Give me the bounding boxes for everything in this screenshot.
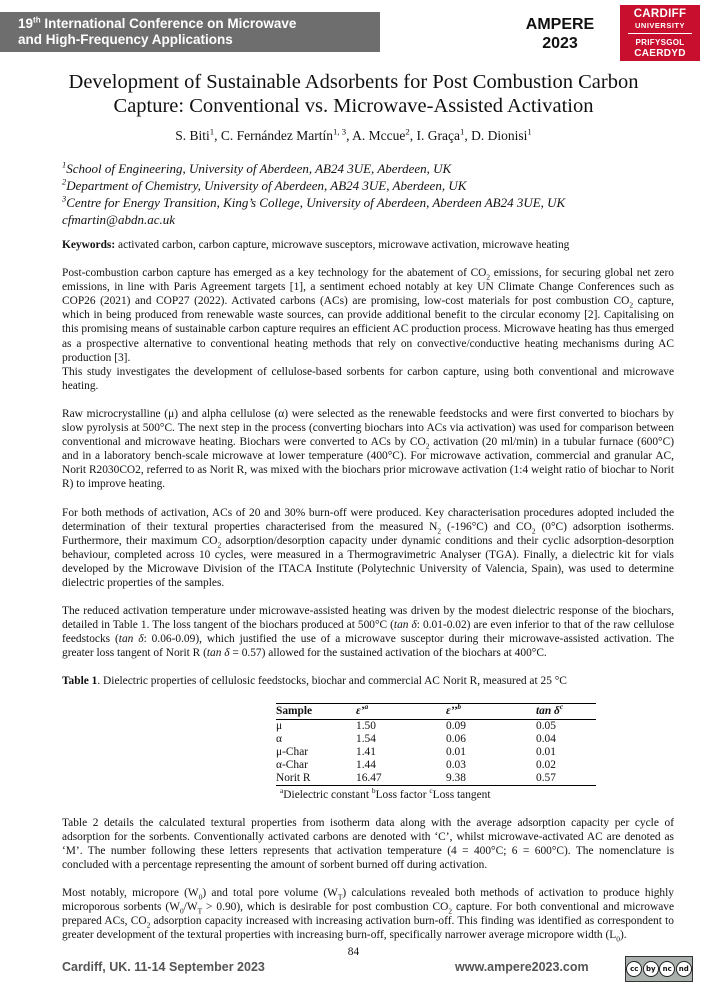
table-header-row <box>276 703 596 719</box>
affiliation: $^3$Centre for Energy Transition, King’s College, University of Aberdeen, Aberdeen AB24 3UE, UK <box>62 193 566 210</box>
table-row: μ 1.50 0.09 0.05 <box>276 719 556 732</box>
table-row: Norit R 16.47 9.38 0.57 <box>276 772 596 786</box>
attribution-icon: by <box>643 961 659 977</box>
table-caption: Table 1. Dielectric properties of cellulosic feedstocks, biochar and commercial AC Norit R, measured at 25 °C <box>62 675 567 688</box>
page-number: 84 <box>347 946 360 958</box>
column-header: $\tan \delta^c$ <box>536 703 596 719</box>
table-footnote: $^a$Dielectric constant $^b$Loss factor $^c$Loss tangent <box>280 785 491 801</box>
paragraph-methods: Raw microcrystalline (μ) and alpha cellulose (α) were selected as the renewable feedstocks and were first converted to biochars by slow pyrolysis at 500°C. The next step in the process (converting biochars into ACs via activation) was used for comparison between conventional and microwave heating. Biochars were converted to ACs by $CO_2$ activation (20 ml/min) in a tubular furnace (600°C) and in a laboratory bench-scale microwave at lower temperature (400°C). For microwave activation, commercial and granular AC, Norit R2030CO2, referred to as Norit R, was mixed with the biochars prior microwave activation (1:4 weight ratio of biochar to Norit R) to improve heating. <box>62 407 674 491</box>
author: A. Mccue$^2$, <box>352 126 417 143</box>
paragraph-dielectric: The reduced activation temperature under microwave-assisted heating was driven by the modest dielectric response of the biochars, detailed in Table 1. The loss tangent of the biochars produced at 500°C (tan δ: 0.01-0.02) are even inferior to that of the raw cellulose feedstocks (tan δ: 0.06-0.09), which justified the use of a microwave susceptor during their microwave-assisted activation. The greater loss tangent of Norit R (tan δ = 0.57) allowed for the sustained activation of the biochars at 400°C. <box>62 605 675 660</box>
cardiff-university-logo: CARDIFF UNIVERSITY PRIFYSGOL CAERDYD <box>620 5 700 61</box>
affiliations <box>62 160 682 228</box>
creative-commons-license-badge[interactable] <box>625 956 693 982</box>
noncommercial-icon: nc <box>659 961 675 977</box>
event-badge <box>510 15 610 53</box>
paragraph-aim: This study investigates the development of cellulose-based sorbents for carbon capture, using both conventional and microwave heating. <box>62 365 674 392</box>
table-row: μ-Char 1.41 0.01 0.01 <box>276 745 556 758</box>
author-list <box>40 128 667 144</box>
paragraph-introduction: Post-combustion carbon capture has emerged as a key technology for the abatement of $CO_2$ emissions, for securing global net zero emissions, in line with Paris Agreement targets [1], a sentiment echoed notably at key UN Climate Change Conferences such as COP26 (2021) and COP27 (2022). Activated carbons (ACs) are promising, low-cost materials for post combustion $CO_2$ capture, which in being produced from renewable waste sources, can provide additional benefit to the circular economy [2]. Capitalising on this promising means of sustainable carbon capture requires an efficient AC production process. Microwave heating has thus emerged as a prospective alternative to conventional heating methods that rely on convective/conductive heating mechanisms during AC production [3]. <box>62 267 674 364</box>
event-name: AMPERE <box>525 16 595 33</box>
author: D. Dionisi$^1$ <box>471 126 532 143</box>
dielectric-properties-table <box>276 703 596 786</box>
event-location-dates: Cardiff, UK. 11-14 September 2023 <box>62 960 265 974</box>
author: S. Biti$^1$, <box>175 126 221 143</box>
author-email[interactable]: cfmartin@abdn.ac.uk <box>62 212 176 227</box>
cc-icon: cc <box>626 961 642 977</box>
affiliation: $^2$Department of Chemistry, University of Aberdeen, AB24 3UE, Aberdeen, UK <box>62 176 467 193</box>
paragraph-results: Most notably, micropore $(W_0)$ and total pore volume $(W_T)$ calculations revealed both methods of activation to produce highly microporous sorbents $(W_0/W_T > 0.90)$, which is desirable for post combustion $CO_2$ capture. For both conventional and microwave prepared ACs, $CO_2$ adsorption capacity increased with increasing activation burn-off. This finding was identified as correspondent to greater development of the textural properties with increasing burn-off, specifically narrower average micropore width $(L_0)$. <box>62 887 675 944</box>
event-year: 2023 <box>542 35 578 52</box>
affiliation: $^1$School of Engineering, University of Aberdeen, AB24 3UE, Aberdeen, UK <box>62 159 452 176</box>
author: I. Graça$^1$, <box>416 126 472 143</box>
page-header <box>0 0 707 66</box>
noderivatives-icon: nd <box>676 961 692 977</box>
keywords: Keywords: activated carbon, carbon capture, microwave susceptors, microwave activation, microwave heating <box>62 239 570 251</box>
author: C. Fernández Martín$^{1, 3}$, <box>220 126 353 143</box>
table-row: α 1.54 0.06 0.04 <box>276 732 556 745</box>
column-header: ε’’$^b$ <box>446 703 536 719</box>
column-header: ε’$^a$ <box>356 703 446 719</box>
table-row: α-Char 1.44 0.03 0.02 <box>276 758 556 771</box>
event-website[interactable]: www.ampere2023.com <box>455 960 589 974</box>
conference-title: 19th International Conference on Microwave and High-Frequency Applications <box>18 15 297 47</box>
paragraph-textural: Table 2 details the calculated textural properties from isotherm data along with the average adsorption capacity per cycle of adsorption for the sorbents. Conventionally activated carbons are denoted with ‘C’, whilst microwave-activated AC are denoted as ‘M’. The number following these letters represents that activation temperature (4 = 400°C; 6 = 600°C). The nomenclature is concluded with a percentage representing the amount of sorbent burned off during activation. <box>62 816 674 871</box>
paragraph-characterisation: For both methods of activation, ACs of 20 and 30% burn-off were produced. Key characterisation procedures adopted included the determination of their textural properties characterised from the measured $N_2$ (-196°C) and $CO_2$ (0°C) adsorption isotherms. Furthermore, their maximum $CO_2$ adsorption/desorption capacity under dynamic conditions and their cyclic adsorption-desorption behaviour, completed across 10 cycles, were measured in a Thermogravimetric Analyser (TGA). Finally, a dielectric kit for vials developed by the Microwave Division of the ITACA Institute (Polytechnic University of Valencia, Spain), was used to determine dielectric properties of the samples. <box>62 506 674 589</box>
paper-body <box>62 238 674 956</box>
paper-title: Development of Sustainable Adsorbents for Post Combustion Carbon Capture: Conventional vs. Microwave-Assisted Activation <box>68 71 639 117</box>
column-header: Sample <box>276 703 356 719</box>
